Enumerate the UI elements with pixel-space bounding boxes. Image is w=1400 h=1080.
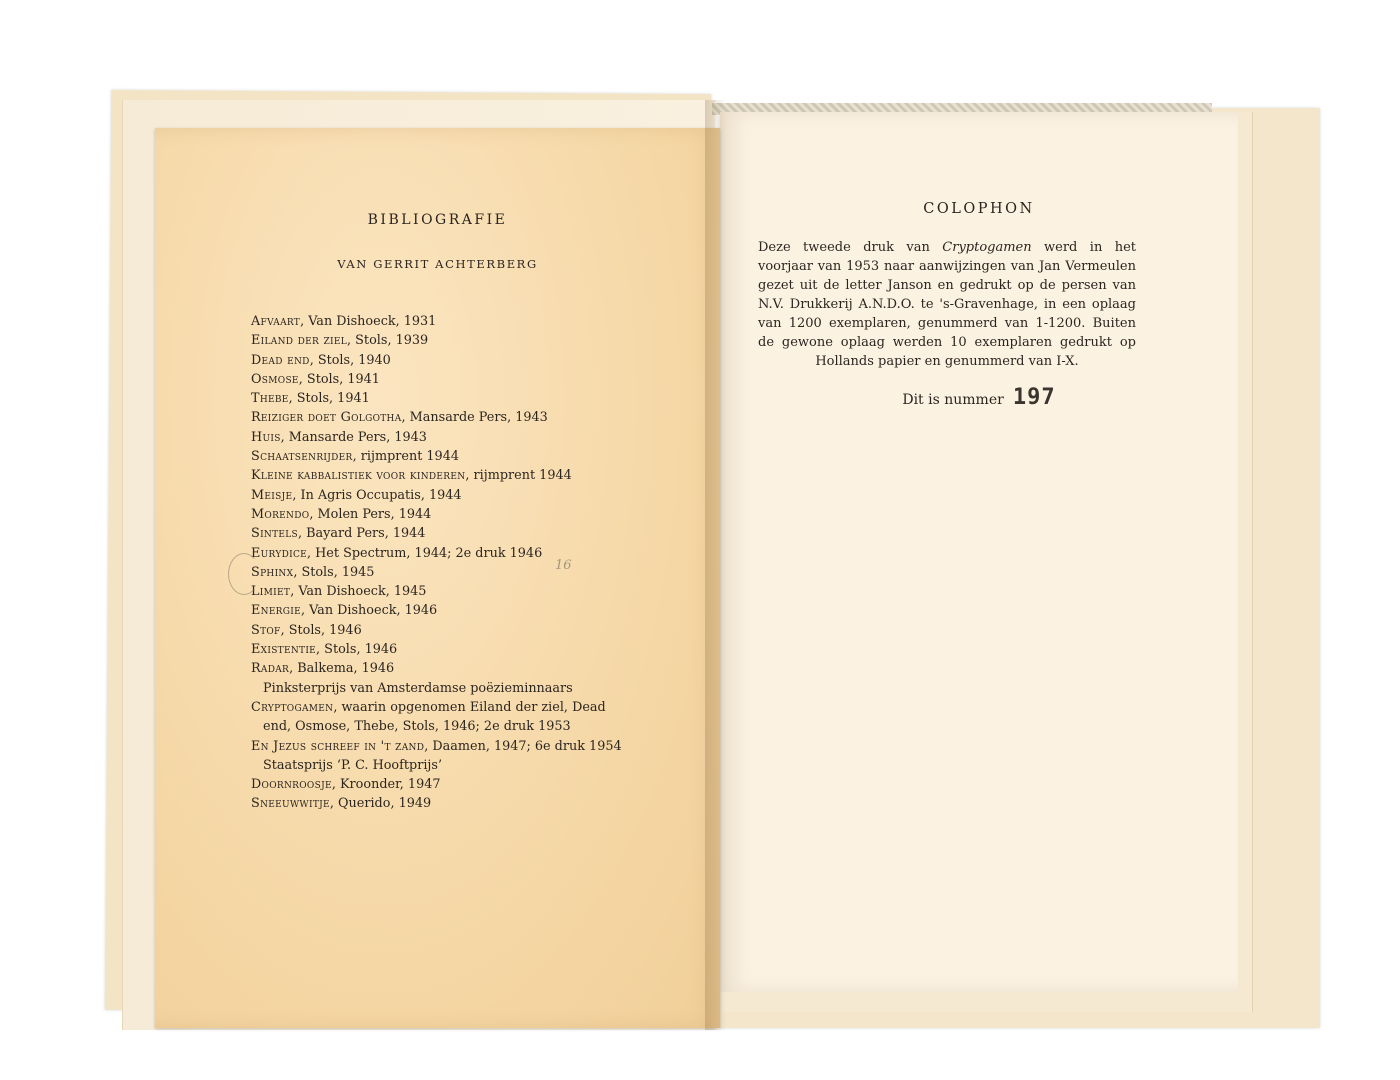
bibliography-entry [251, 601, 631, 620]
bibliography-entry-title: Limiet [251, 584, 291, 600]
bibliography-entry-details: , Stols, 1941 [298, 371, 380, 387]
bibliography-entry-title: Thebe [251, 391, 289, 407]
bibliography-entry-title: Sintels [251, 526, 299, 542]
bibliography-entry-title: Doornroosje [251, 777, 332, 793]
bibliography-entry-title: Meisje [251, 487, 293, 503]
bibliography-entry-details: , Mansarde Pers, 1943 [401, 410, 548, 426]
bibliography-entry [251, 621, 631, 640]
bibliography-entry-details: , Stols, 1946 [316, 642, 398, 658]
bibliography-entry-details: , Mansarde Pers, 1943 [280, 429, 427, 445]
bibliography-entry-details: end, Osmose, Thebe, Stols, 1946; 2e druk 1953 [263, 719, 571, 735]
bibliography-entry-title: Stof [251, 622, 281, 638]
bibliography-entry-details: , Daamen, 1947; 6e druk 1954 [424, 738, 622, 754]
bibliography-entry-title: Cryptogamen [251, 699, 334, 715]
bibliography-entry-title: Sneeuwwitje [251, 796, 330, 812]
bibliography-entry-title: En Jezus schreef in 't zand [251, 738, 425, 754]
colophon-title: COLOPHON [923, 201, 1035, 217]
bibliography-entry [251, 659, 631, 678]
bibliography-entry [251, 640, 631, 659]
bibliography-entry-title: Afvaart [251, 314, 301, 329]
bibliography-entry-details: , waarin opgenomen Eiland der ziel, Dead [333, 699, 606, 715]
bibliography-entry-details: , Stols, 1945 [293, 564, 375, 580]
bibliography-entry [251, 544, 631, 563]
bibliography-entry-details: Pinksterprijs van Amsterdamse poëzieminnaars [263, 680, 573, 696]
bibliography-entry-details: , Stols, 1940 [309, 352, 391, 368]
bibliography-entry-details: , Stols, 1939 [347, 333, 429, 349]
bibliography-entry-title: Kleine kabbalistiek voor kinderen [251, 468, 466, 484]
bibliography-list [251, 312, 631, 814]
pencil-circle-mark [228, 553, 260, 595]
bibliography-entry [251, 389, 631, 408]
bibliography-entry-details: Staatsprijs ‘P. C. Hooftprijs’ [263, 757, 443, 773]
bibliography-entry [251, 756, 631, 775]
bibliography-entry-details: , In Agris Occupatis, 1944 [292, 487, 462, 503]
bibliography-entry-title: Eiland der ziel [251, 333, 348, 349]
bibliography-entry-title: Eurydice [251, 545, 307, 561]
bibliography-entry-title: Sphinx [251, 564, 294, 580]
colophon-text [758, 238, 1136, 371]
bibliography-entry-title: Dead end [251, 352, 310, 368]
bibliography-entry-details: , Querido, 1949 [329, 796, 432, 812]
bibliography-entry-title: Morendo [251, 506, 310, 522]
bibliography-title: BIBLIOGRAFIE [367, 212, 508, 228]
bibliography-entry [251, 312, 631, 331]
colophon-text-part: werd in het voorjaar van 1953 naar aanwijzingen van Jan Vermeulen gezet uit de letter Janson en gedrukt op de persen van N.V. Drukkerij A.N.D.O. te 's-Gravenhage, in een oplaag van 1200 exemplaren, genummerd van 1-1200. Buiten de gewone oplaag werden 10 exemplaren gedrukt op Hollands papier en genummerd van I-X. [758, 240, 1137, 369]
bibliography-entry-details: , Van Dishoeck, 1945 [290, 584, 427, 600]
bibliography-entry-details: , Stols, 1946 [280, 622, 362, 638]
bibliography-entry [251, 524, 631, 543]
bibliography-entry [251, 679, 631, 698]
bibliography-entry-title: Existentie [251, 642, 317, 658]
bibliography-entry [251, 737, 631, 756]
bibliography-entry-details: , Het Spectrum, 1944; 2e druk 1946 [307, 545, 543, 561]
bibliography-entry [251, 466, 631, 485]
bibliography-entry [251, 717, 631, 736]
gutter-shadow [705, 100, 729, 1030]
bibliography-entry [251, 428, 631, 447]
bibliography-entry [251, 775, 631, 794]
bibliography-entry [251, 794, 631, 813]
colophon-text-part: Deze tweede druk van [758, 240, 943, 255]
bibliography-entry [251, 370, 631, 389]
bibliography-entry [251, 698, 631, 717]
bibliography-entry [251, 582, 631, 601]
bibliography-entry-details: , rijmprent 1944 [352, 449, 459, 465]
bibliography-entry-details: , Stols, 1941 [288, 391, 370, 407]
edition-number-line [720, 385, 1238, 410]
bibliography-entry [251, 563, 631, 582]
bibliography-entry-title: Reiziger doet Golgotha [251, 410, 402, 426]
bibliography-entry-title: Schaatsenrijder [251, 449, 353, 465]
bibliography-entry-details: , Balkema, 1946 [289, 661, 395, 677]
bibliography-entry [251, 408, 631, 427]
bibliography-entry-title: Huis [251, 429, 281, 445]
edition-number-label: Dit is nummer [902, 392, 1004, 408]
bibliography-entry-details: , rijmprent 1944 [465, 468, 572, 484]
colophon-book-title: Cryptogamen [942, 240, 1032, 255]
bibliography-entry [251, 486, 631, 505]
bibliography-entry-title: Osmose [251, 371, 299, 387]
bibliography-entry-details: , Van Dishoeck, 1946 [300, 603, 438, 619]
bibliography-entry-details: , Van Dishoeck, 1931 [300, 314, 437, 329]
edition-number-stamp: 197 [1012, 385, 1056, 410]
pencil-annotation: 16 [555, 558, 572, 573]
bibliography-entry-details: , Kroonder, 1947 [331, 777, 441, 793]
bibliography-entry-title: Radar [251, 661, 290, 677]
bibliography-entry [251, 351, 631, 370]
bibliography-entry-details: , Molen Pers, 1944 [309, 506, 432, 522]
bibliography-entry [251, 447, 631, 466]
bibliography-entry-details: , Bayard Pers, 1944 [298, 526, 426, 542]
bibliography-entry-title: Energie [251, 603, 301, 619]
bibliography-entry [251, 505, 631, 524]
bibliography-subtitle: VAN GERRIT ACHTERBERG [337, 257, 538, 271]
bibliography-entry [251, 331, 631, 350]
